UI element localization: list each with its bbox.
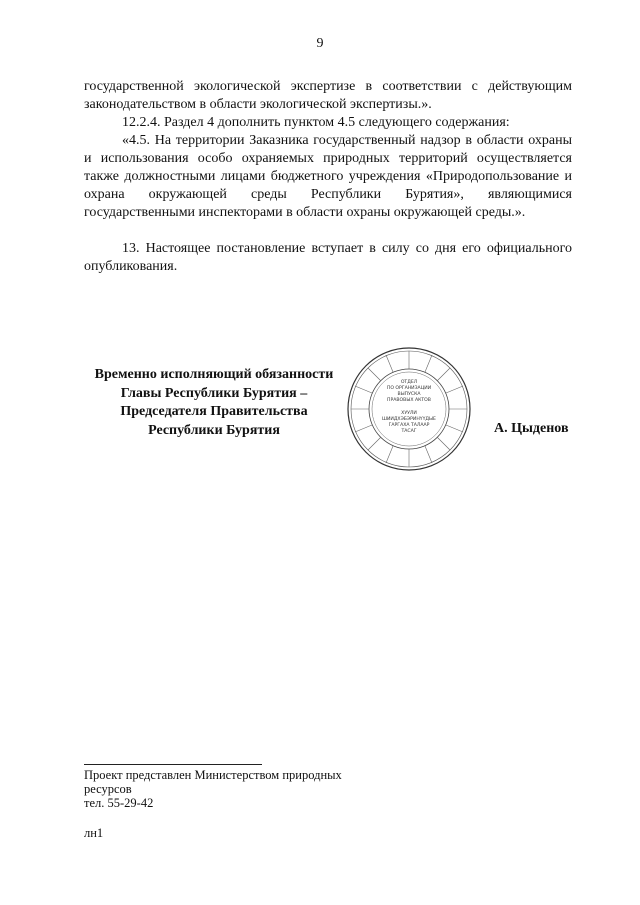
signature-title-line: Председателя Правительства — [120, 404, 308, 419]
footer-line: Проект представлен Министерством природных — [84, 768, 342, 782]
signature-title-line: Республики Бурятия — [148, 422, 280, 438]
official-seal — [346, 346, 472, 472]
paragraph-13: 13. Настоящее постановление вступает в силу со дня его официального опубликования. — [84, 241, 572, 274]
paragraph-12-2-4: 12.2.4. Раздел 4 дополнить пунктом 4.5 следующего содержания: — [122, 115, 510, 130]
document-body — [84, 78, 572, 276]
footer-divider — [84, 764, 262, 765]
paragraph-4-5: «4.5. На территории Заказника государственный надзор в области охраны и использования особо охраняемых природных территорий осуществляется также должностными лицами бюджетного учреждения «Природопользование и охрана окружающей среды Республики Бурятия», являющимися государственными инспекторами в области охраны окружающей среды.». — [84, 133, 572, 220]
signer-name: А. Цыденов — [494, 421, 569, 436]
signature-title — [84, 366, 344, 440]
footer-note — [84, 768, 342, 810]
seal-text-line: ТАСАГ — [401, 429, 417, 434]
signature-title-line: Временно исполняющий обязанности — [94, 367, 334, 382]
paragraph-continuation: государственной экологической экспертизе в соответствии с действующим законодательством в области экологической экспертизы.». — [84, 79, 572, 112]
footer-line: тел. 55-29-42 — [84, 796, 154, 810]
seal-text-line: ШИИДХЭБЭРИНҮҮДЫЕ — [382, 417, 436, 422]
seal-text-line: ГАРГАХА ТАЛААР — [388, 423, 430, 428]
seal-text-line: ВЫПУСКА — [397, 392, 421, 397]
seal-text-line: ОТДЕЛ — [400, 380, 418, 385]
seal-text-line: ПО ОРГАНИЗАЦИИ — [386, 386, 432, 391]
seal-text-line: ХУУЛИ — [401, 411, 417, 416]
signature-title-line: Главы Республики Бурятия – — [120, 385, 308, 401]
seal-text-line: ПРАВОВЫХ АКТОВ — [387, 398, 431, 403]
document-code: лн1 — [84, 826, 104, 840]
footer-line: ресурсов — [84, 782, 132, 796]
page-number: 9 — [316, 36, 324, 51]
